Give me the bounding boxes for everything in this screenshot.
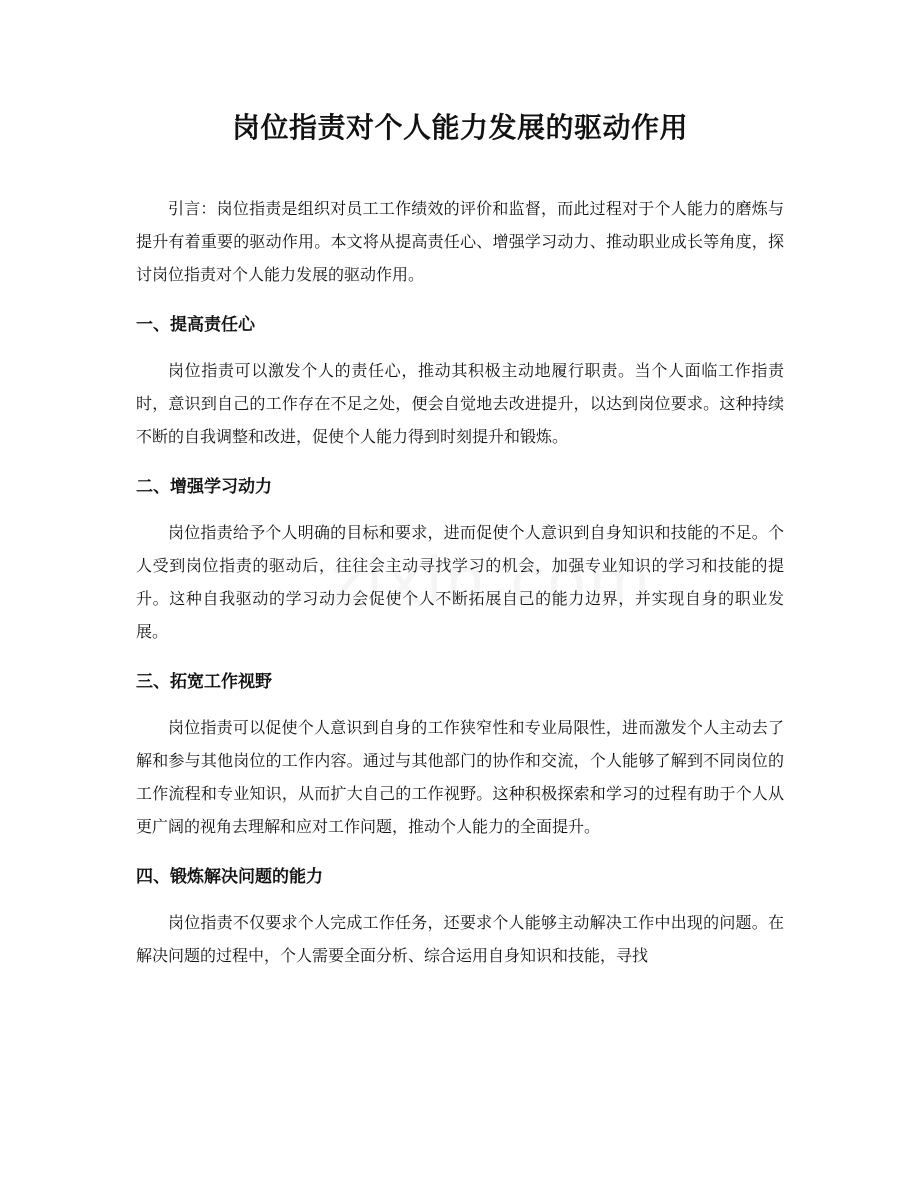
section-heading-1: 一、提高责任心 <box>136 315 255 335</box>
section-heading-4: 四、锻炼解决问题的能力 <box>136 867 323 887</box>
section-body-2: 岗位指责给予个人明确的目标和要求，进而促使个人意识到自身知识和技能的不足。个人受到岗位指责的驱动后，往往会主动寻找学习的机会，加强专业知识的学习和技能的提升。这种自我驱动的学习动力会促使个人不断拓展自己的能力边界，并实现自身的职业发展。 <box>136 523 784 641</box>
section-body-1: 岗位指责可以激发个人的责任心，推动其积极主动地履行职责。当个人面临工作指责时，意识到自己的工作存在不足之处，便会自觉地去改进提升，以达到岗位要求。这种持续不断的自我调整和改进，促使个人能力得到时刻提升和锻炼。 <box>136 361 784 446</box>
document-title: 岗位指责对个人能力发展的驱动作用 <box>231 111 688 144</box>
section-heading-2: 二、增强学习动力 <box>136 477 272 497</box>
section-body-4: 岗位指责不仅要求个人完成工作任务，还要求个人能够主动解决工作中出现的问题。在解决问题的过程中，个人需要全面分析、综合运用自身知识和技能，寻找 <box>136 913 784 965</box>
section-body-3: 岗位指责可以促使个人意识到自身的工作狭窄性和专业局限性，进而激发个人主动去了解和参与其他岗位的工作内容。通过与其他部门的协作和交流，个人能够了解到不同岗位的工作流程和专业知识，从而扩大自己的工作视野。这种积极探索和学习的过程有助于个人从更广阔的视角去理解和应对工作问题，推动个人能力的全面提升。 <box>136 718 784 836</box>
section-heading-3: 三、拓宽工作视野 <box>136 672 272 692</box>
intro-paragraph: 引言：岗位指责是组织对员工工作绩效的评价和监督，而此过程对于个人能力的磨炼与提升有着重要的驱动作用。本文将从提高责任心、增强学习动力、推动职业成长等角度，探讨岗位指责对个人能力发展的驱动作用。 <box>136 199 784 284</box>
